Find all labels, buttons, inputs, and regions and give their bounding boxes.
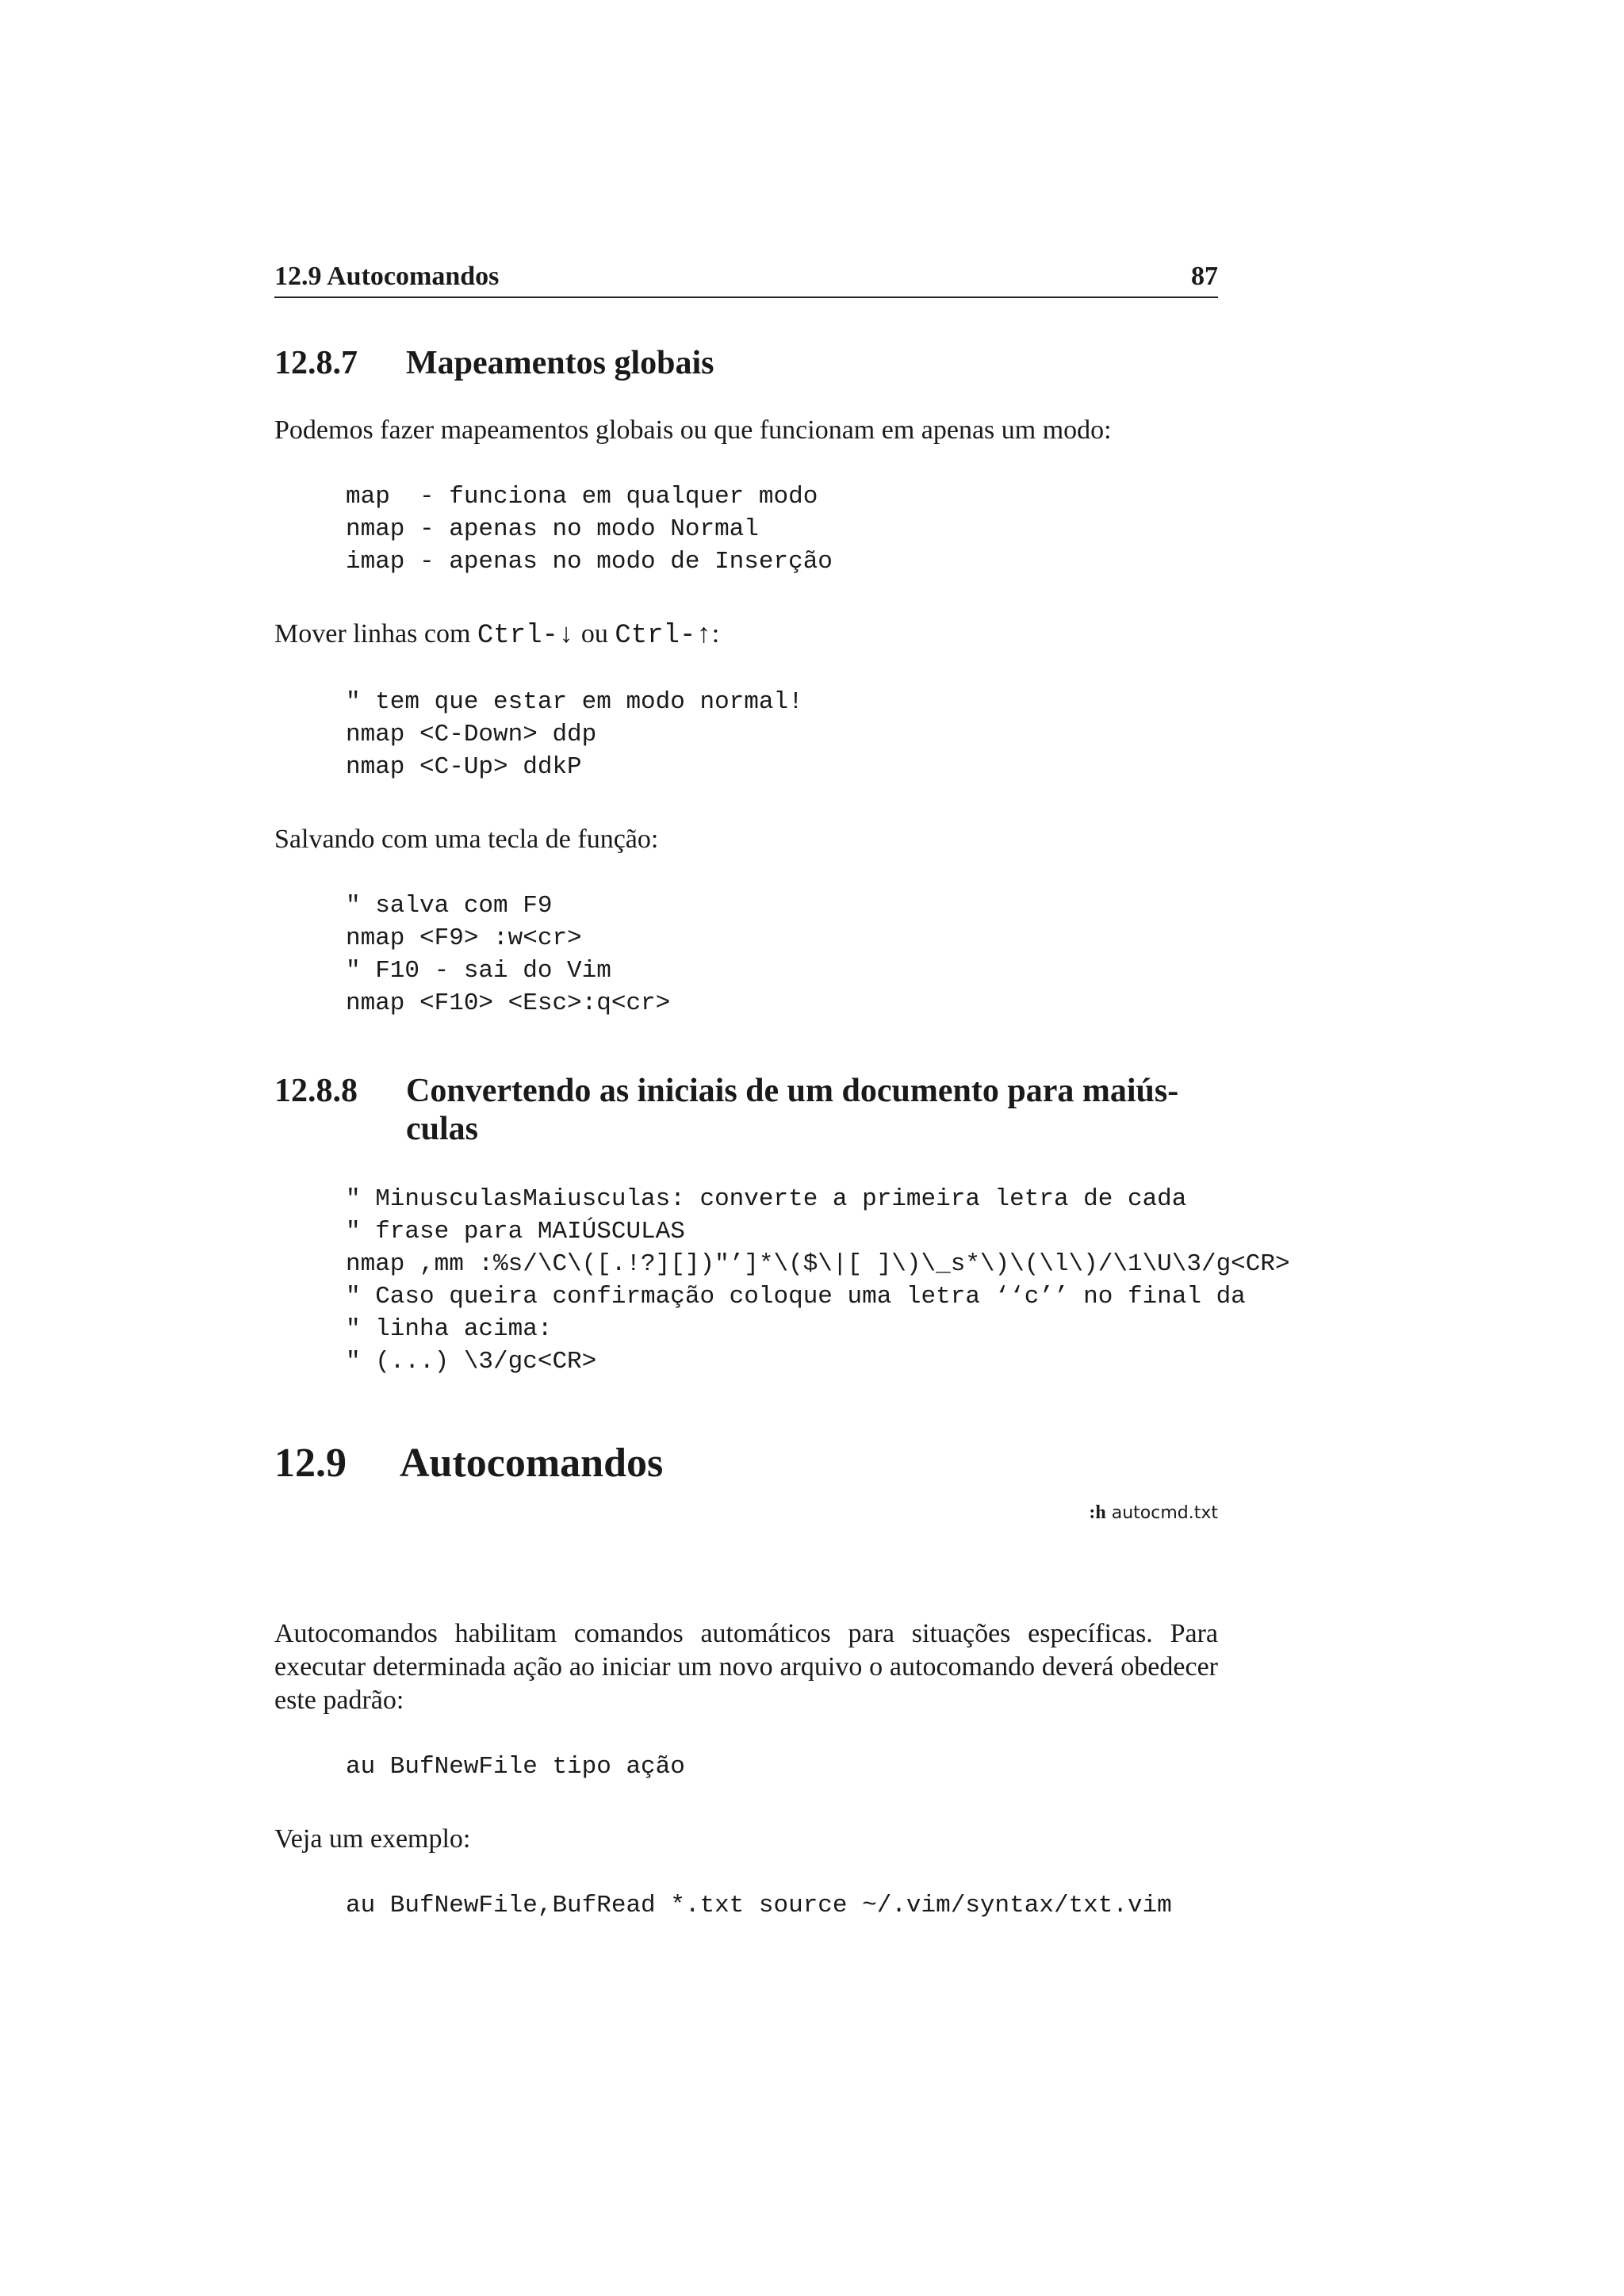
move-lines-or: ou bbox=[574, 619, 615, 649]
section-heading-12-9 bbox=[274, 1440, 1218, 1487]
section-heading-12-8-7 bbox=[274, 344, 1218, 382]
help-topic: autocmd.txt bbox=[1111, 1503, 1218, 1523]
running-head-section: 12.9 Autocomandos bbox=[274, 262, 500, 291]
code-block-map-modes: map - funciona em qualquer modo nmap - apenas no modo Normal imap - apenas no modo de Inserção bbox=[346, 483, 833, 576]
section-title: Convertendo as iniciais de um documento para maiús- culas bbox=[406, 1073, 1179, 1147]
paragraph-map-intro: Podemos fazer mapeamentos globais ou que funcionam em apenas um modo: bbox=[274, 415, 1112, 445]
section-number: 12.9 bbox=[274, 1441, 347, 1486]
paragraph-autocommands-intro: Autocomandos habilitam comandos automáticos para situações específicas. Para executar determinada ação ao iniciar um novo arquivo o autocomando deverá obedecer este padrão: bbox=[274, 1619, 1218, 1715]
move-lines-suffix: : bbox=[711, 619, 720, 649]
key-ctrl-down: Ctrl-↓ bbox=[477, 621, 575, 651]
paragraph-move-lines bbox=[274, 618, 1218, 652]
help-reference bbox=[274, 1502, 1218, 1524]
move-lines-prefix: Mover linhas com bbox=[274, 619, 477, 649]
code-block-capitalize: " MinusculasMaiusculas: converte a primeira letra de cada " frase para MAIÚSCULAS nmap ,mm :%s/\C\([.!?][])"’]*\($\|[ ]\)\_s*\)\(\l\)/\1\U\3/g<CR> " Caso queira confirmação coloque uma letra ‘‘c’’ no final da " linha acima: " (...) \3/gc<CR> bbox=[346, 1185, 1290, 1376]
code-block-autocmd-example: au BufNewFile,BufRead *.txt source ~/.vim/syntax/txt.vim bbox=[346, 1892, 1172, 1919]
section-title: Mapeamentos globais bbox=[406, 345, 714, 381]
section-number: 12.8.7 bbox=[274, 345, 358, 381]
key-ctrl-up: Ctrl-↑ bbox=[615, 621, 712, 651]
code-block-save-keys: " salva com F9 nmap <F9> :w<cr> " F10 - sai do Vim nmap <F10> <Esc>:q<cr> bbox=[346, 892, 671, 1017]
code-block-move-lines: " tem que estar em modo normal! nmap <C-Down> ddp nmap <C-Up> ddkP bbox=[346, 688, 803, 781]
section-heading-12-8-8 bbox=[274, 1072, 1218, 1148]
paragraph-save-function-key: Salvando com uma tecla de função: bbox=[274, 825, 659, 854]
section-number: 12.8.8 bbox=[274, 1073, 358, 1109]
help-command: :h bbox=[1089, 1502, 1106, 1523]
document-page bbox=[274, 262, 1290, 1922]
code-block-autocmd-pattern: au BufNewFile tipo ação bbox=[346, 1753, 685, 1781]
paragraph-example-intro: Veja um exemplo: bbox=[274, 1824, 471, 1854]
section-title: Autocomandos bbox=[400, 1441, 664, 1486]
running-head bbox=[274, 262, 1218, 298]
page-number: 87 bbox=[1191, 262, 1218, 291]
